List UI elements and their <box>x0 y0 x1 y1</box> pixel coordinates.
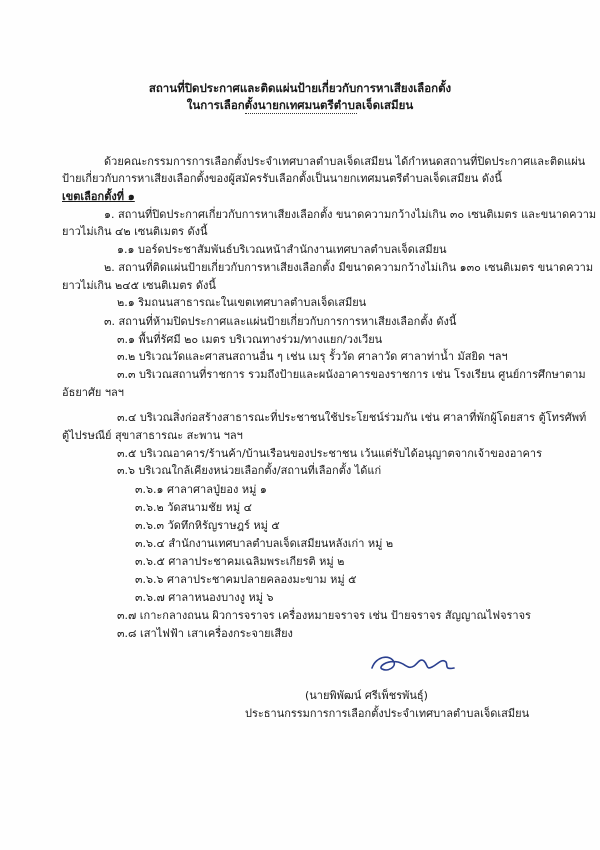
list-line: ๓.๑ พื้นที่รัศมี ๒๐ เมตร บริเวณทางร่วม/ทางแยก/วงเวียน <box>117 333 383 346</box>
list-line: ๑. สถานที่ปิดประกาศเกี่ยวกับการหาเสียงเลือกตั้ง ขนาดความกว้างไม่เกิน ๓๐ เซนติเมตร และขนาดความ <box>104 208 597 221</box>
intro-line-1: ด้วยคณะกรรมการการเลือกตั้งประจำเทศบาลตำบลเจ็ดเสมียน ได้กำหนดสถานที่ปิดประกาศและติดแผ่น <box>104 155 586 168</box>
title-separator-dots <box>245 113 357 114</box>
document-title-line1: สถานที่ปิดประกาศและติดแผ่นป้ายเกี่ยวกับการหาเสียงเลือกตั้ง <box>148 81 452 95</box>
list-line: ตู้ไปรษณีย์ สุขาสาธารณะ สะพาน ฯลฯ <box>62 429 243 442</box>
list-line: ๓.๗ เกาะกลางถนน ผิวการจราจร เครื่องหมายจราจร เช่น ป้ายจราจร สัญญาณไฟจราจร <box>117 609 531 622</box>
list-line: ๓.๖.๕ ศาลาประชาคมเฉลิมพระเกียรติ หมู่ ๒ <box>135 555 345 568</box>
list-line: ๓.๖.๔ สำนักงานเทศบาลตำบลเจ็ดเสมียนหลังเก่า หมู่ ๒ <box>135 537 394 550</box>
list-line: ๑.๑ บอร์ดประชาสัมพันธ์บริเวณหน้าสำนักงานเทศบาลตำบลเจ็ดเสมียน <box>117 243 447 256</box>
list-line: ๒. สถานที่ติดแผ่นป้ายเกี่ยวกับการหาเสียงเลือกตั้ง มีขนาดความกว้างไม่เกิน ๑๓๐ เซนติเมตร ขนาดความ <box>104 261 594 274</box>
list-line: ๓.๖.๑ ศาลาศาลปู่ยอง หมู่ ๑ <box>135 483 267 496</box>
list-line: ๓.๕ บริเวณอาคาร/ร้านค้า/บ้านเรือนของประชาชน เว้นแต่รับได้อนุญาตจากเจ้าของอาคาร <box>117 447 543 460</box>
list-line: ๒.๑ ริมถนนสาธารณะในเขตเทศบาลตำบลเจ็ดเสมียน <box>117 296 367 309</box>
list-line: ๓.๓ บริเวณสถานที่ราชการ รวมถึงป้ายและผนังอาคารของราชการ เช่น โรงเรียน ศูนย์การศึกษาตาม <box>117 368 586 381</box>
handwritten-signature <box>368 652 458 676</box>
intro-line-2: ป้ายเกี่ยวกับการหาเสียงเลือกตั้งของผู้สมัครรับเลือกตั้งเป็นนายกเทศมนตรีตำบลเจ็ดเสมียน ดังนี้ <box>62 172 502 185</box>
zone-heading: เขตเลือกตั้งที่ ๑ <box>62 190 135 203</box>
list-line: ยาวไม่เกิน ๒๔๕ เซนติเมตร ดังนี้ <box>62 279 216 292</box>
list-line: ๓.๖.๖ ศาลาประชาคมปลายคลองมะขาม หมู่ ๕ <box>135 573 357 586</box>
document-title-line2: ในการเลือกตั้งนายกเทศมนตรีตำบลเจ็ดเสมียน <box>186 98 414 112</box>
list-line: ๓.๖ บริเวณใกล้เคียงหน่วยเลือกตั้ง/สถานที่เลือกตั้ง ได้แก่ <box>117 464 382 477</box>
list-line: ๓.๖.๓ วัดทึกหิรัญราษฎร์ หมู่ ๕ <box>135 519 280 532</box>
list-line: อัธยาศัย ฯลฯ <box>62 386 124 399</box>
list-line: ยาวไม่เกิน ๔๒ เซนติเมตร ดังนี้ <box>62 225 208 238</box>
list-line: ๓.๖.๗ ศาลาหนองบางงู หมู่ ๖ <box>135 591 274 604</box>
signer-position: ประธานกรรมการการเลือกตั้งประจำเทศบาลตำบลเจ็ดเสมียน <box>245 707 530 720</box>
list-line: ๓.๖.๒ วัดสนามชัย หมู่ ๔ <box>135 501 252 514</box>
list-line: ๓.๔ บริเวณสิ่งก่อสร้างสาธารณะที่ประชาชนใช้ประโยชน์ร่วมกัน เช่น ศาลาที่พักผู้โดยสาร ตู้โทรศัพท์ <box>117 411 587 424</box>
list-line: ๓.๒ บริเวณวัดและศาสนสถานอื่น ๆ เช่น เมรุ รั้ววัด ศาลาวัด ศาลาท่าน้ำ มัสยิด ฯลฯ <box>117 350 508 363</box>
list-line: ๓.๘ เสาไฟฟ้า เสาเครื่องกระจายเสียง <box>117 627 293 640</box>
list-line: ๓. สถานที่ห้ามปิดประกาศและแผ่นป้ายเกี่ยวกับการการหาเสียงเลือกตั้ง ดังนี้ <box>104 315 457 328</box>
signer-name: (นายพิพัฒน์ ศรีเพ็ชรพันธุ์) <box>305 689 428 702</box>
